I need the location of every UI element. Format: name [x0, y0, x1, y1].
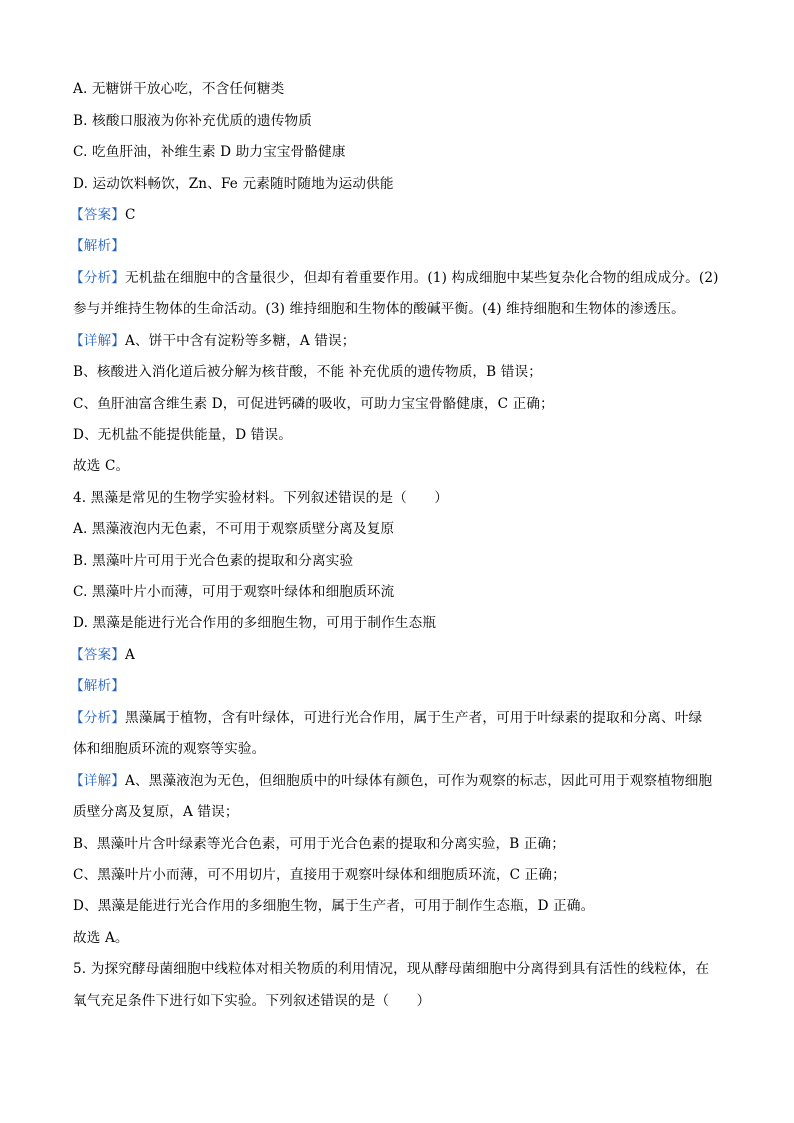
- q3-option-d: D. 运动饮料畅饮，Zn、Fe 元素随时随地为运动供能: [73, 176, 394, 192]
- answer-tag: 【答案】: [70, 207, 125, 223]
- q3-fenxi-line1: [70, 269, 719, 287]
- q4-answer: A: [124, 647, 135, 663]
- q4-detail-c: C、黑藻叶片小而薄，可不用切片，直接用于观察叶绿体和细胞质环流，C 正确；: [73, 867, 566, 883]
- detail-tag: 【详解】: [70, 773, 125, 789]
- q4-option-d: D. 黑藻是能进行光合作用的多细胞生物，可用于制作生态瓶: [73, 615, 437, 631]
- q4-option-c: C. 黑藻叶片小而薄，可用于观察叶绿体和细胞质环流: [73, 584, 395, 600]
- q3-analysis-line: [70, 237, 125, 255]
- q3-fenxi-text1: 无机盐在细胞中的含量很少，但却有着重要作用。(1) 构成细胞中某些复杂化合物的组成成分。(2): [124, 270, 719, 286]
- q3-option-a: A. 无糖饼干放心吃，不含任何糖类: [73, 81, 285, 97]
- q4-fenxi-text1: 黑藻属于植物，含有叶绿体，可进行光合作用，属于生产者，可用于叶绿素的提取和分离、叶绿: [124, 710, 703, 726]
- q4-detail-a2: 质壁分离及复原，A 错误；: [73, 804, 239, 820]
- q4-fenxi-line1: [70, 709, 703, 727]
- q4-detail-d: D、黑藻是能进行光合作用的多细胞生物，属于生产者，可用于制作生态瓶，D 正确。: [73, 898, 595, 914]
- q4-stem: 4. 黑藻是常见的生物学实验材料。下列叙述错误的是（ ）: [73, 490, 449, 506]
- detail-tag: 【详解】: [70, 333, 125, 349]
- q4-detail-b: B、黑藻叶片含叶绿素等光合色素，可用于光合色素的提取和分离实验，B 正确；: [73, 836, 566, 852]
- q3-fenxi-line2: 参与并维持生物体的生命活动。(3) 维持细胞和生物体的酸碱平衡。(4) 维持细胞和生物体的渗透压。: [73, 301, 685, 317]
- analysis-tag: 【解析】: [70, 678, 125, 694]
- q3-option-c: C. 吃鱼肝油，补维生素 D 助力宝宝骨骼健康: [73, 144, 346, 160]
- q3-option-b: B. 核酸口服液为你补充优质的遗传物质: [73, 113, 312, 129]
- q4-option-b: B. 黑藻叶片可用于光合色素的提取和分离实验: [73, 553, 354, 569]
- q4-fenxi-line2: 体和细胞质环流的观察等实验。: [73, 741, 266, 757]
- q3-conclusion: 故选 C。: [73, 458, 130, 474]
- q5-stem-line2: 氧气充足条件下进行如下实验。下列叙述错误的是（ ）: [73, 993, 431, 1009]
- analysis-tag: 【解析】: [70, 238, 125, 254]
- q4-answer-line: [70, 646, 135, 664]
- q3-detail-line-a: [70, 332, 356, 350]
- fenxi-tag: 【分析】: [70, 710, 125, 726]
- q3-detail-d: D、无机盐不能提供能量，D 错误。: [73, 427, 292, 443]
- q4-detail-line-a1: [70, 772, 713, 790]
- q5-stem-line1: 5. 为探究酵母菌细胞中线粒体对相关物质的利用情况，现从酵母菌细胞中分离得到具有活性的线粒体，在: [73, 961, 710, 977]
- fenxi-tag: 【分析】: [70, 270, 125, 286]
- q3-detail-c: C、鱼肝油富含维生素 D，可促进钙磷的吸收，可助力宝宝骨骼健康，C 正确；: [73, 396, 554, 412]
- answer-tag: 【答案】: [70, 647, 125, 663]
- q3-detail-b: B、核酸进入消化道后被分解为核苷酸，不能 补充优质的遗传物质，B 错误；: [73, 364, 543, 380]
- q4-detail-a1: A、黑藻液泡为无色，但细胞质中的叶绿体有颜色，可作为观察的标志，因此可用于观察植物细胞: [124, 773, 713, 789]
- q3-answer: C: [124, 207, 136, 223]
- q4-option-a: A. 黑藻液泡内无色素，不可用于观察质壁分离及复原: [73, 521, 395, 537]
- q4-conclusion: 故选 A。: [73, 930, 129, 946]
- q3-detail-a: A、饼干中含有淀粉等多糖，A 错误；: [124, 333, 356, 349]
- q4-analysis-line: [70, 677, 125, 695]
- q3-answer-line: [70, 206, 136, 224]
